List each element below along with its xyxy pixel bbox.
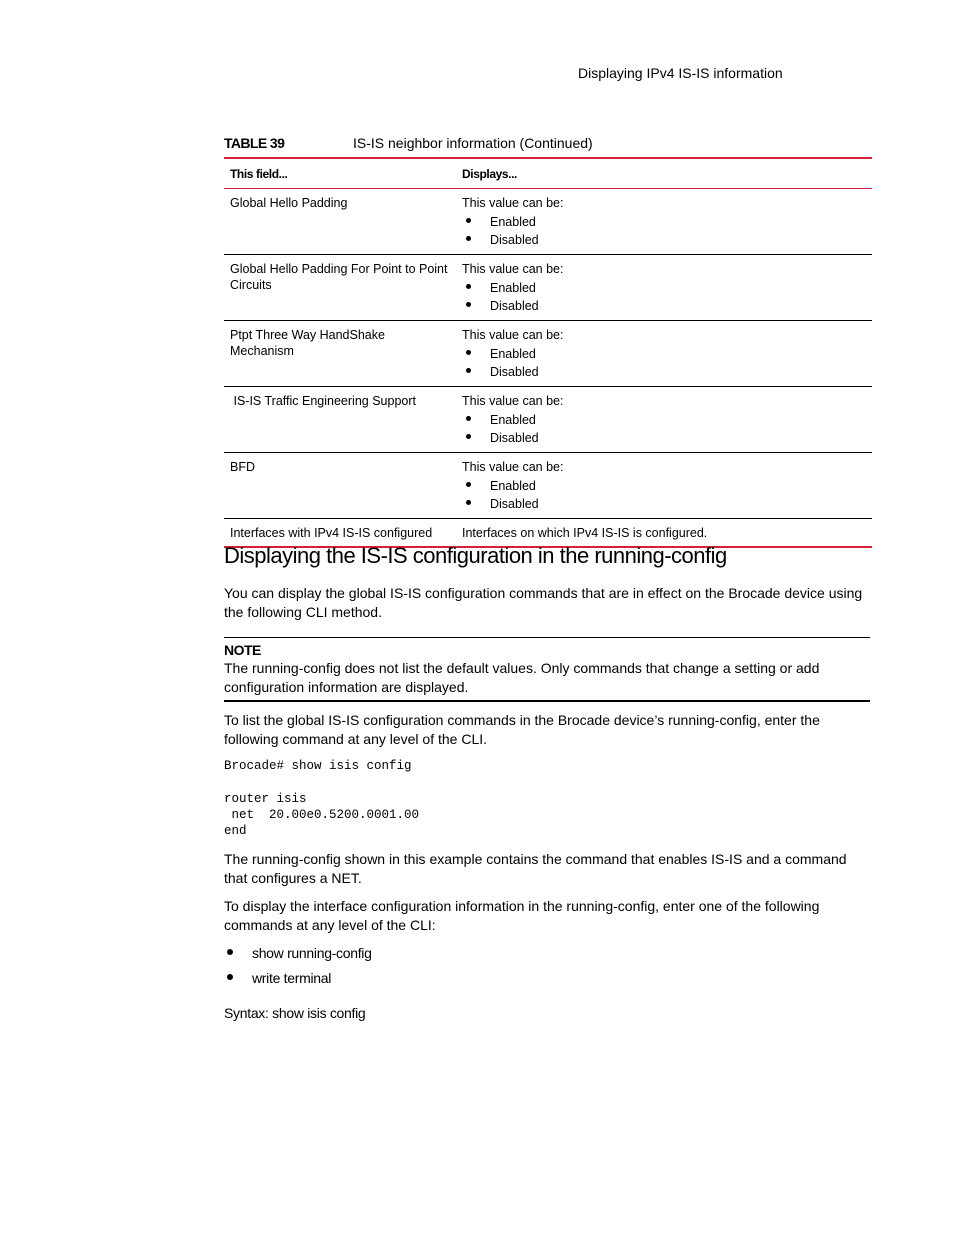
field-cell: Global Hello Padding For Point to Point Circuits: [224, 255, 456, 321]
command-list: [224, 944, 372, 994]
list-item: Enabled: [462, 345, 866, 363]
note-box: [224, 637, 870, 702]
value-list: [462, 477, 866, 513]
display-text: This value can be:: [462, 328, 564, 342]
value-list: [462, 213, 866, 249]
code-command: Brocade# show isis config: [224, 759, 412, 773]
list-item: Disabled: [462, 363, 866, 381]
list-command-paragraph: To list the global IS-IS configuration commands in the Brocade device’s running-config, enter the following command at any level of the CLI.: [224, 712, 820, 747]
value-list: [462, 345, 866, 381]
code-output: router isis net 20.00e0.5200.0001.00 end: [224, 792, 420, 838]
list-item: Enabled: [462, 477, 866, 495]
command-text: show running-config: [252, 945, 372, 961]
table-header-row: [224, 159, 872, 189]
list-item: Disabled: [462, 495, 866, 513]
table-caption: [224, 135, 872, 157]
list-item: [224, 969, 372, 994]
table-label: TABLE 39: [224, 135, 285, 151]
display-cell: [456, 453, 872, 519]
field-cell: BFD: [224, 453, 456, 519]
display-cell: [456, 387, 872, 453]
display-cell: [456, 255, 872, 321]
table-row: [224, 255, 872, 321]
section-heading: Displaying the IS-IS configuration in the running-config: [224, 543, 727, 568]
table-row: [224, 519, 872, 547]
list-item: Disabled: [462, 231, 866, 249]
column-header-field: This field...: [224, 159, 456, 189]
list-item: [224, 944, 372, 969]
table-row: [224, 387, 872, 453]
display-text: This value can be:: [462, 394, 564, 408]
display-text: This value can be:: [462, 196, 564, 210]
table-row: [224, 189, 872, 255]
list-item: Enabled: [462, 411, 866, 429]
list-item: Disabled: [462, 429, 866, 447]
list-item: Enabled: [462, 213, 866, 231]
column-header-displays: Displays...: [456, 159, 872, 189]
field-cell: Global Hello Padding: [224, 189, 456, 255]
running-header: Displaying IPv4 IS-IS information: [578, 65, 783, 81]
field-cell: Ptpt Three Way HandShake Mechanism: [224, 321, 456, 387]
neighbor-info-table: [224, 157, 872, 548]
command-text: write terminal: [252, 970, 332, 986]
list-item: Enabled: [462, 279, 866, 297]
syntax-line: Syntax: show isis config: [224, 1005, 366, 1021]
fields-table: [224, 159, 872, 546]
value-list: [462, 279, 866, 315]
display-text: This value can be:: [462, 460, 564, 474]
display-cell: [456, 189, 872, 255]
display-text: This value can be:: [462, 262, 564, 276]
list-item: Disabled: [462, 297, 866, 315]
table-row: [224, 321, 872, 387]
display-cell: [456, 321, 872, 387]
explain-paragraph: The running-config shown in this example contains the command that enables IS-IS and a command that configures a NET.: [224, 851, 847, 886]
note-label: NOTE: [224, 642, 261, 658]
value-list: [462, 411, 866, 447]
note-text: The running-config does not list the default values. Only commands that change a setting or add configuration information are displayed.: [224, 660, 820, 695]
field-cell: IS-IS Traffic Engineering Support: [224, 387, 456, 453]
table-row: [224, 453, 872, 519]
table-title: IS-IS neighbor information (Continued): [353, 135, 593, 151]
field-cell: Interfaces with IPv4 IS-IS configured: [230, 526, 433, 540]
display-cell: Interfaces on which IPv4 IS-IS is configured.: [462, 526, 708, 540]
interface-paragraph: To display the interface configuration information in the running-config, enter one of the following commands at any level of the CLI:: [224, 898, 820, 933]
intro-paragraph: You can display the global IS-IS configuration commands that are in effect on the Brocade device using the following CLI method.: [224, 585, 863, 620]
